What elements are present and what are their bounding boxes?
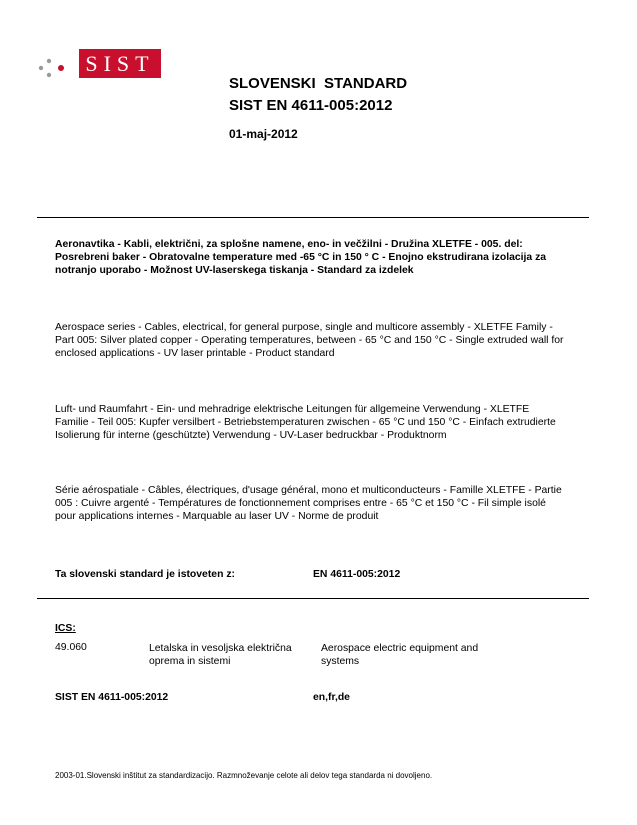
sist-logo: SIST (79, 49, 161, 78)
document-type-heading: SLOVENSKI STANDARD (229, 75, 408, 92)
standard-languages: en,fr,de (313, 692, 350, 703)
title-french: Série aérospatiale - Câbles, électriques, d'usage général, mono et multiconducteurs - Famille XLETFE - Partie 005 : Cuivre argenté - Températures de fonctionnement comprises entre - 65 °C et 150 °C - Fil simple isolé pour applications internes - Marquable au laser UV - Norme de produit (55, 485, 562, 522)
sist-logo-dots-icon (37, 56, 73, 80)
ics-label: ICS: (55, 623, 76, 634)
standard-code-heading: SIST EN 4611-005:2012 (229, 97, 393, 114)
standard-code: SIST EN 4611-005:2012 (55, 692, 169, 703)
ics-description-english: Aerospace electric equipment and systems (321, 643, 479, 667)
title-english: Aerospace series - Cables, electrical, for general purpose, single and multicore assembly - XLETFE Family - Part 005: Silver plated copper - Operating temperatures, between - 65 °C and 150 °C - Single extruded wall for enclosed applications - UV laser printable - Product standard (55, 322, 564, 359)
divider-bottom (37, 598, 589, 599)
divider-top (37, 217, 589, 218)
title-german: Luft- und Raumfahrt - Ein- und mehradrige elektrische Leitungen für allgemeine Verwendung - XLETFE Familie - Teil 005: Kupfer versilbert - Betriebstemperaturen zwischen - 65 °C und 150 °C - Einfach extrudierte Isolierung für interne (geschützte) Verwendung - UV-Laser bedruckbar - Produktnorm (55, 404, 556, 441)
copyright-footer: 2003-01.Slovenski inštitut za standardizacijo. Razmnoževanje celote ali delov tega standarda ni dovoljeno. (55, 771, 433, 780)
identical-label: Ta slovenski standard je istoveten z: (55, 569, 235, 580)
title-slovenian: Aeronavtika - Kabli, električni, za splošne namene, eno- in večžilni - Družina XLETFE - 005. del: Posrebreni baker - Obratovalne temperature med -65 °C in 150 ° C - Enojno ekstrudirana izolacija za notranjo uporabo - Možnost UV-laserskega tiskanja - Standard za izdelek (55, 239, 547, 276)
publication-date: 01-maj-2012 (229, 127, 298, 141)
ics-code: 49.060 (55, 642, 87, 653)
ics-description-slovenian: Letalska in vesoljska električna oprema in sistemi (149, 643, 292, 667)
identical-value: EN 4611-005:2012 (313, 569, 401, 580)
